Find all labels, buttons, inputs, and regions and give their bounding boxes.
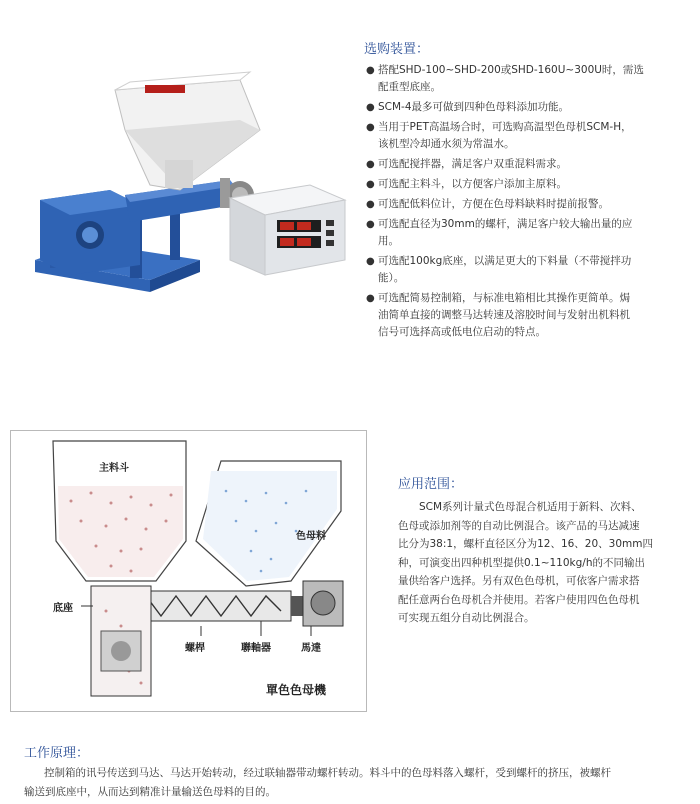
option-item: [366, 253, 686, 287]
mixer-cross-section: [11, 431, 366, 711]
option-line: 该机型冷却通水须为常温水。: [378, 138, 515, 150]
application-line: 量供给客户选择。另有双色色母机，可依客户需求搭: [398, 575, 640, 587]
application-line: 可实现五组分自动比例混合。: [398, 612, 535, 624]
application-line: 种，可演变出四种机型提供0.1~110kg/h的不同输出: [398, 556, 645, 569]
bullet-icon: ●: [366, 122, 375, 133]
principle-text: [24, 764, 694, 801]
option-line: 搭配SHD-100~SHD-200或SHD-160U~300U时，需选: [378, 64, 644, 76]
option-line: SCM-4最多可做到四种色母料添加功能。: [378, 101, 570, 113]
principle-line: 输送到底座中，从而达到精准计量输送色母料的目的。: [24, 785, 276, 798]
option-line: 可选配搅拌器，满足客户双重混料需求。: [378, 158, 567, 170]
bullet-icon: ●: [366, 219, 375, 230]
bullet-icon: ●: [366, 159, 375, 170]
option-item: [366, 62, 686, 96]
option-item: [366, 290, 686, 341]
option-line: 可选配简易控制箱，与标准电箱相比其操作更简单。焗: [378, 292, 630, 304]
bullet-icon: ●: [366, 293, 375, 304]
color-masterbatch-mixer-image: [30, 60, 350, 310]
option-line: 可选配低料位计，方便在色母料缺料时提前报警。: [378, 198, 609, 210]
label-motor: 馬達: [301, 643, 321, 654]
label-screw: 螺桿: [185, 643, 205, 654]
label-color-masterbatch: 色母料: [296, 531, 326, 542]
option-line: 信号可选择高或低电位启动的特点。: [378, 326, 546, 338]
option-item: [366, 176, 686, 193]
brand-plate: [145, 85, 185, 93]
bullet-icon: ●: [366, 65, 375, 76]
option-item: [366, 196, 686, 213]
application-text: [398, 498, 693, 628]
application-line: SCM系列计量式色母混合机适用于新料、次料、: [419, 501, 642, 513]
label-base: 底座: [53, 603, 73, 614]
options-title: 选购装置：: [364, 42, 430, 57]
label-coupling: 聯軸器: [241, 643, 271, 654]
option-line: 用。: [378, 235, 399, 247]
bullet-icon: ●: [366, 199, 375, 210]
application-line: 比分为38:1，螺杆直径区分为12、16、20、30mm四: [398, 538, 653, 550]
single-color-mixer-diagram: [10, 430, 367, 712]
machine-photo: [30, 60, 350, 310]
principle-title: 工作原理：: [24, 746, 90, 761]
application-line: 色母或添加剂等的自动比例混合。该产品的马达减速: [398, 519, 640, 532]
bullet-icon: ●: [366, 256, 375, 267]
application-line: 配任意两台色母机合并使用。若客户使用四色色母机: [398, 593, 640, 606]
diagram-caption: 單色色母機: [266, 683, 327, 697]
option-line: 能）。: [378, 272, 405, 284]
option-line: 可选配100kg底座，以满足更大的下料量（不带搅拌功: [378, 255, 632, 267]
option-line: 可选配主料斗，以方便客户添加主原料。: [378, 178, 567, 190]
application-title: 应用范围：: [398, 477, 464, 492]
option-line: 可选配直径为30mm的螺杆，满足客户较大输出量的应: [378, 218, 633, 230]
bullet-icon: ●: [366, 102, 375, 113]
option-line: 油简单直接的调整马达转速及溶胶时间与发射出机料机: [378, 309, 630, 321]
option-line: 当用于PET高温场合时，可选购高温型色母机SCM-H，: [378, 121, 632, 133]
option-item: [366, 119, 686, 153]
label-main-hopper: 主料斗: [99, 463, 129, 474]
options-list: [366, 62, 686, 344]
option-item: [366, 99, 686, 116]
option-item: [366, 156, 686, 173]
option-line: 配重型底座。: [378, 81, 441, 93]
option-item: [366, 216, 686, 250]
principle-line: 控制箱的讯号传送到马达、马达开始转动，经过联轴器带动螺杆转动。料斗中的色母料落入螺杆，受到螺杆的挤压，被螺杆: [44, 767, 611, 779]
bullet-icon: ●: [366, 179, 375, 190]
